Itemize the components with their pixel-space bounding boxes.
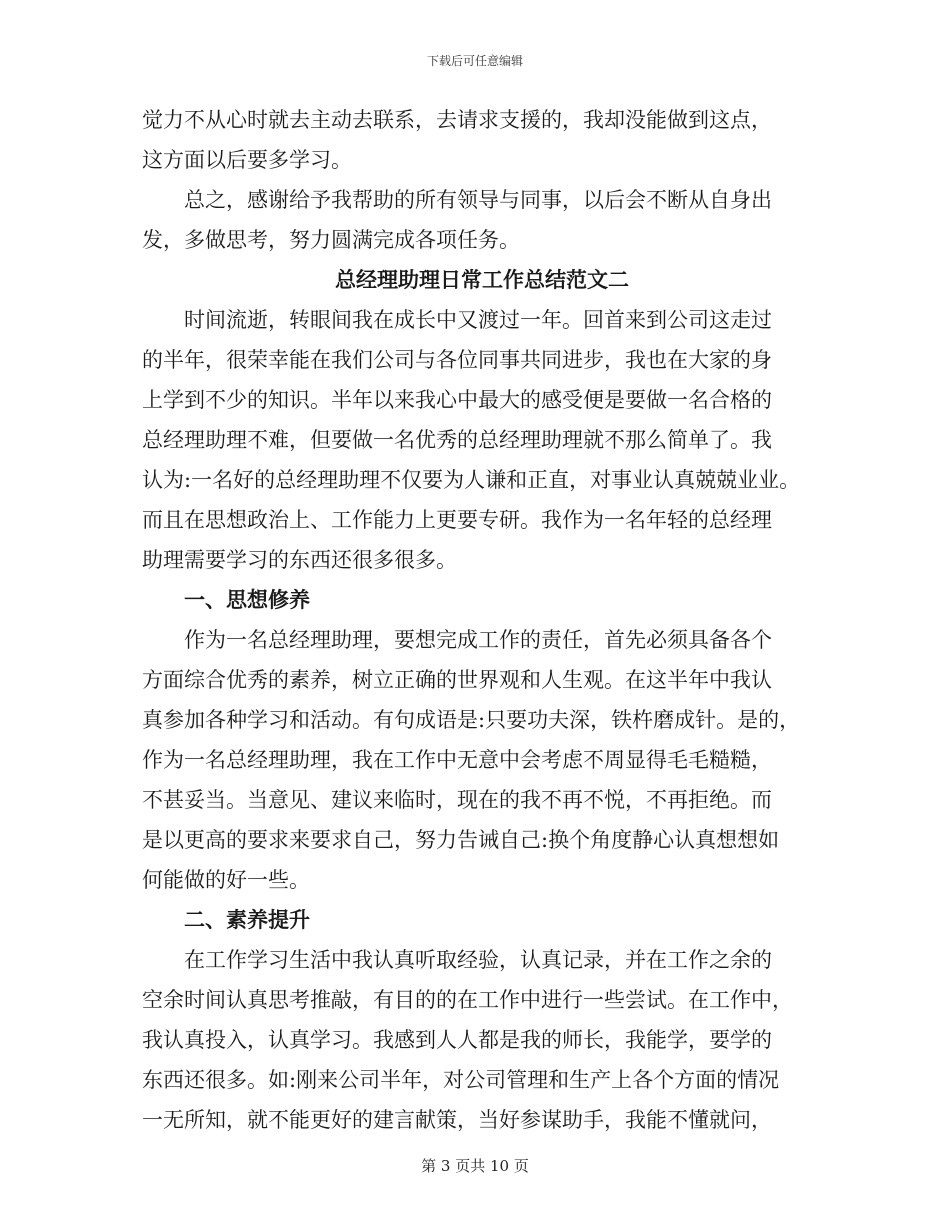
text-line: 上学到不少的知识。半年以来我心中最大的感受便是要做一名合格的	[142, 388, 772, 412]
text-line: 方面综合优秀的素养，树立正确的世界观和人生观。在这半年中我认	[142, 668, 772, 692]
text-line: 而且在思想政治上、工作能力上更要专研。我作为一名年轻的总经理	[142, 508, 772, 532]
text-line: 何能做的好一些。	[142, 868, 310, 892]
text-line: 作为一名总经理助理，要想完成工作的责任，首先必须具备各个	[184, 628, 772, 652]
text-line: 的半年，很荣幸能在我们公司与各位同事共同进步，我也在大家的身	[142, 348, 772, 372]
text-line: 我认真投入，认真学习。我感到人人都是我的师长，我能学，要学的	[142, 1028, 772, 1052]
page-number: 第 3 页共 10 页	[421, 1157, 529, 1175]
text-line: 时间流逝，转眼间我在成长中又渡过一年。回首来到公司这走过	[184, 308, 772, 332]
text-line: 这方面以后要多学习。	[142, 148, 352, 172]
section-title: 总经理助理日常工作总结范文二	[335, 268, 629, 292]
text-line: 助理需要学习的东西还很多很多。	[142, 548, 457, 572]
text-line: 真参加各种学习和活动。有句成语是:只要功夫深，铁杵磨成针。是的，	[142, 708, 801, 732]
subheading-thought: 一、思想修养	[184, 588, 310, 612]
page-header-note: 下载后可任意编辑	[426, 54, 523, 68]
text-line: 总经理助理不难，但要做一名优秀的总经理助理就不那么简单了。我	[142, 428, 772, 452]
text-line: 空余时间认真思考推敲，有目的的在工作中进行一些尝试。在工作中，	[142, 988, 793, 1012]
text-line: 东西还很多。如:刚来公司半年，对公司管理和生产上各个方面的情况	[142, 1068, 780, 1092]
text-line: 一无所知，就不能更好的建言献策，当好参谋助手，我能不懂就问，	[142, 1108, 772, 1132]
text-line: 不甚妥当。当意见、建议来临时，现在的我不再不悦，不再拒绝。而	[142, 788, 772, 812]
text-line: 在工作学习生活中我认真听取经验，认真记录，并在工作之余的	[184, 948, 772, 972]
text-line: 作为一名总经理助理，我在工作中无意中会考虑不周显得毛毛糙糙，	[142, 748, 772, 772]
subheading-quality: 二、素养提升	[184, 908, 310, 932]
text-line: 觉力不从心时就去主动去联系，去请求支援的，我却没能做到这点，	[142, 108, 772, 132]
text-line: 认为:一名好的总经理助理不仅要为人谦和正直，对事业认真兢兢业业。	[142, 468, 801, 492]
text-line: 总之，感谢给予我帮助的所有领导与同事，以后会不断从自身出	[184, 188, 772, 212]
text-line: 是以更高的要求来要求自己，努力告诫自己:换个角度静心认真想想如	[142, 828, 780, 852]
text-line: 发，多做思考，努力圆满完成各项任务。	[142, 228, 520, 252]
document-body	[142, 100, 822, 1140]
